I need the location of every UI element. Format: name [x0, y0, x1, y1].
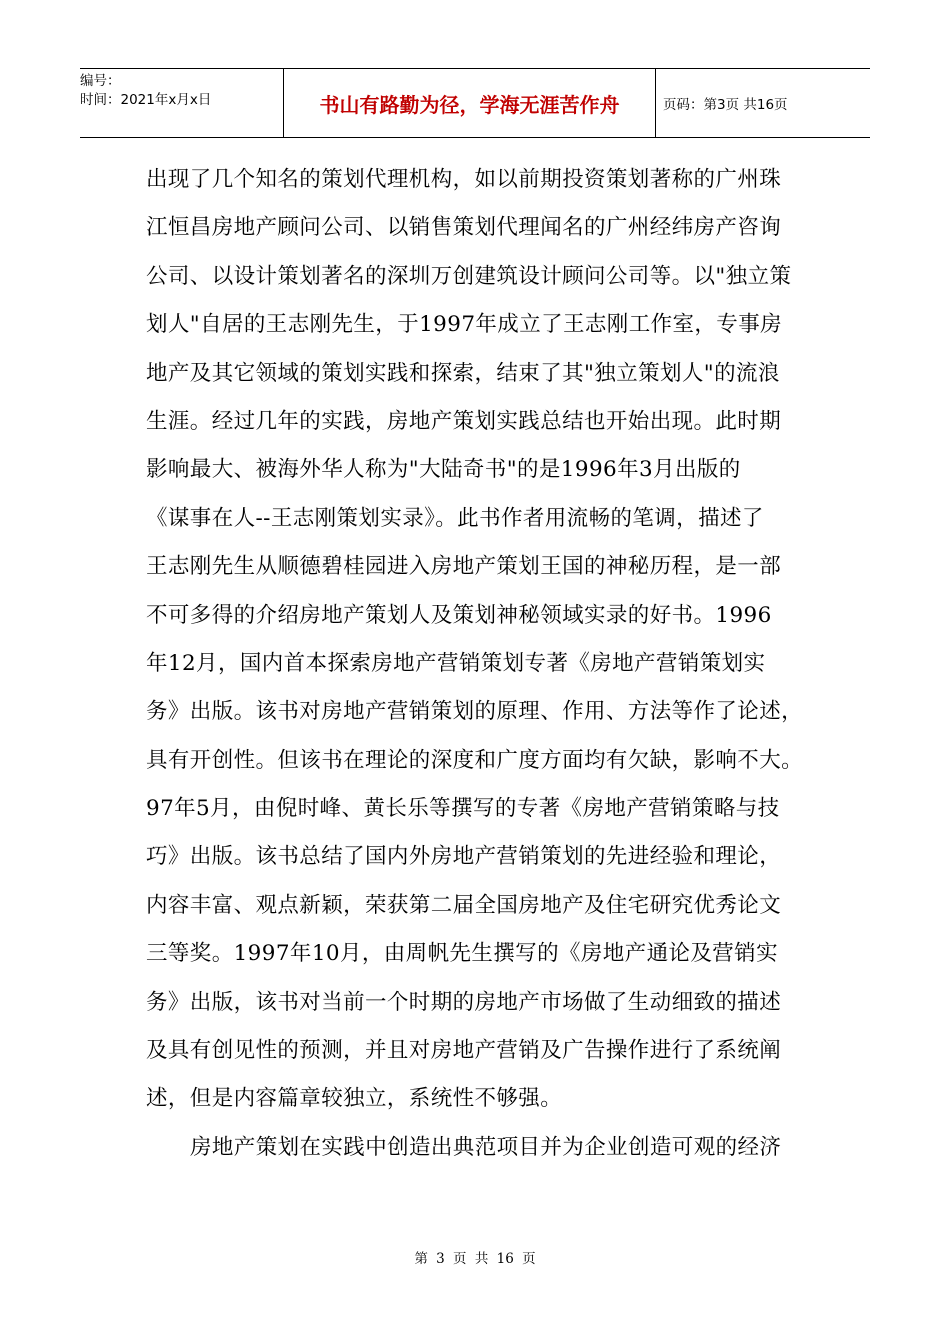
text-line: 不可多得的介绍房地产策划人及策划神秘领域实录的好书。1996 [146, 602, 772, 628]
text-line: 江恒昌房地产顾问公司、以销售策划代理闻名的广州经纬房产咨询 [146, 215, 782, 241]
text-line: 务》出版，该书对当前一个时期的房地产市场做了生动细致的描述 [146, 989, 782, 1015]
text-line: 巧》出版。该书总结了国内外房地产营销策划的先进经验和理论， [146, 844, 782, 870]
text-line: 具有开创性。但该书在理论的深度和广度方面均有欠缺，影响不大。 [146, 747, 804, 773]
motto: 书山有路勤为径，学海无涯苦作舟 [319, 92, 620, 117]
text-line: 述，但是内容篇章较独立，系统性不够强。 [146, 1086, 563, 1112]
page-footer: 第 3 页 共 16 页 [414, 1251, 536, 1267]
body-text [146, 156, 822, 1172]
text-line: 97年5月，由倪时峰、黄长乐等撰写的专著《房地产营销策略与技 [146, 796, 780, 822]
header-meta [80, 69, 283, 137]
text-line: 《谋事在人--王志刚策划实录》。此书作者用流畅的笔调，描述了 [146, 505, 764, 531]
page-info: 页码：第3页 共16页 [663, 97, 788, 113]
text-line: 内容丰富、观点新颖，荣获第二届全国房地产及住宅研究优秀论文 [146, 892, 782, 918]
header-table [80, 68, 870, 138]
paragraph-start-line: 房地产策划在实践中创造出典范项目并为企业创造可观的经济 [190, 1134, 782, 1160]
time-label: 时间：2021年x月x日 [80, 92, 212, 108]
text-line: 影响最大、被海外华人称为"大陆奇书"的是1996年3月出版的 [146, 457, 741, 483]
header-motto-cell [283, 69, 656, 137]
text-line: 三等奖。1997年10月，由周帆先生撰写的《房地产通论及营销实 [146, 941, 778, 967]
text-line: 王志刚先生从顺德碧桂园进入房地产策划王国的神秘历程，是一部 [146, 554, 782, 580]
text-line: 公司、以设计策划著名的深圳万创建筑设计顾问公司等。以"独立策 [146, 263, 792, 289]
text-line: 年12月，国内首本探索房地产营销策划专著《房地产营销策划实 [146, 650, 766, 676]
text-line: 及具有创见性的预测，并且对房地产营销及广告操作进行了系统阐 [146, 1038, 782, 1064]
header-page-cell [656, 69, 870, 137]
text-line: 划人"自居的王志刚先生，于1997年成立了王志刚工作室，专事房 [146, 312, 783, 338]
text-line: 生涯。经过几年的实践，房地产策划实践总结也开始出现。此时期 [146, 408, 782, 434]
text-line: 务》出版。该书对房地产营销策划的原理、作用、方法等作了论述， [146, 699, 804, 725]
number-label: 编号： [80, 73, 121, 89]
text-line: 地产及其它领域的策划实践和探索，结束了其"独立策划人"的流浪 [146, 360, 780, 386]
text-line: 出现了几个知名的策划代理机构，如以前期投资策划著称的广州珠 [146, 167, 782, 192]
